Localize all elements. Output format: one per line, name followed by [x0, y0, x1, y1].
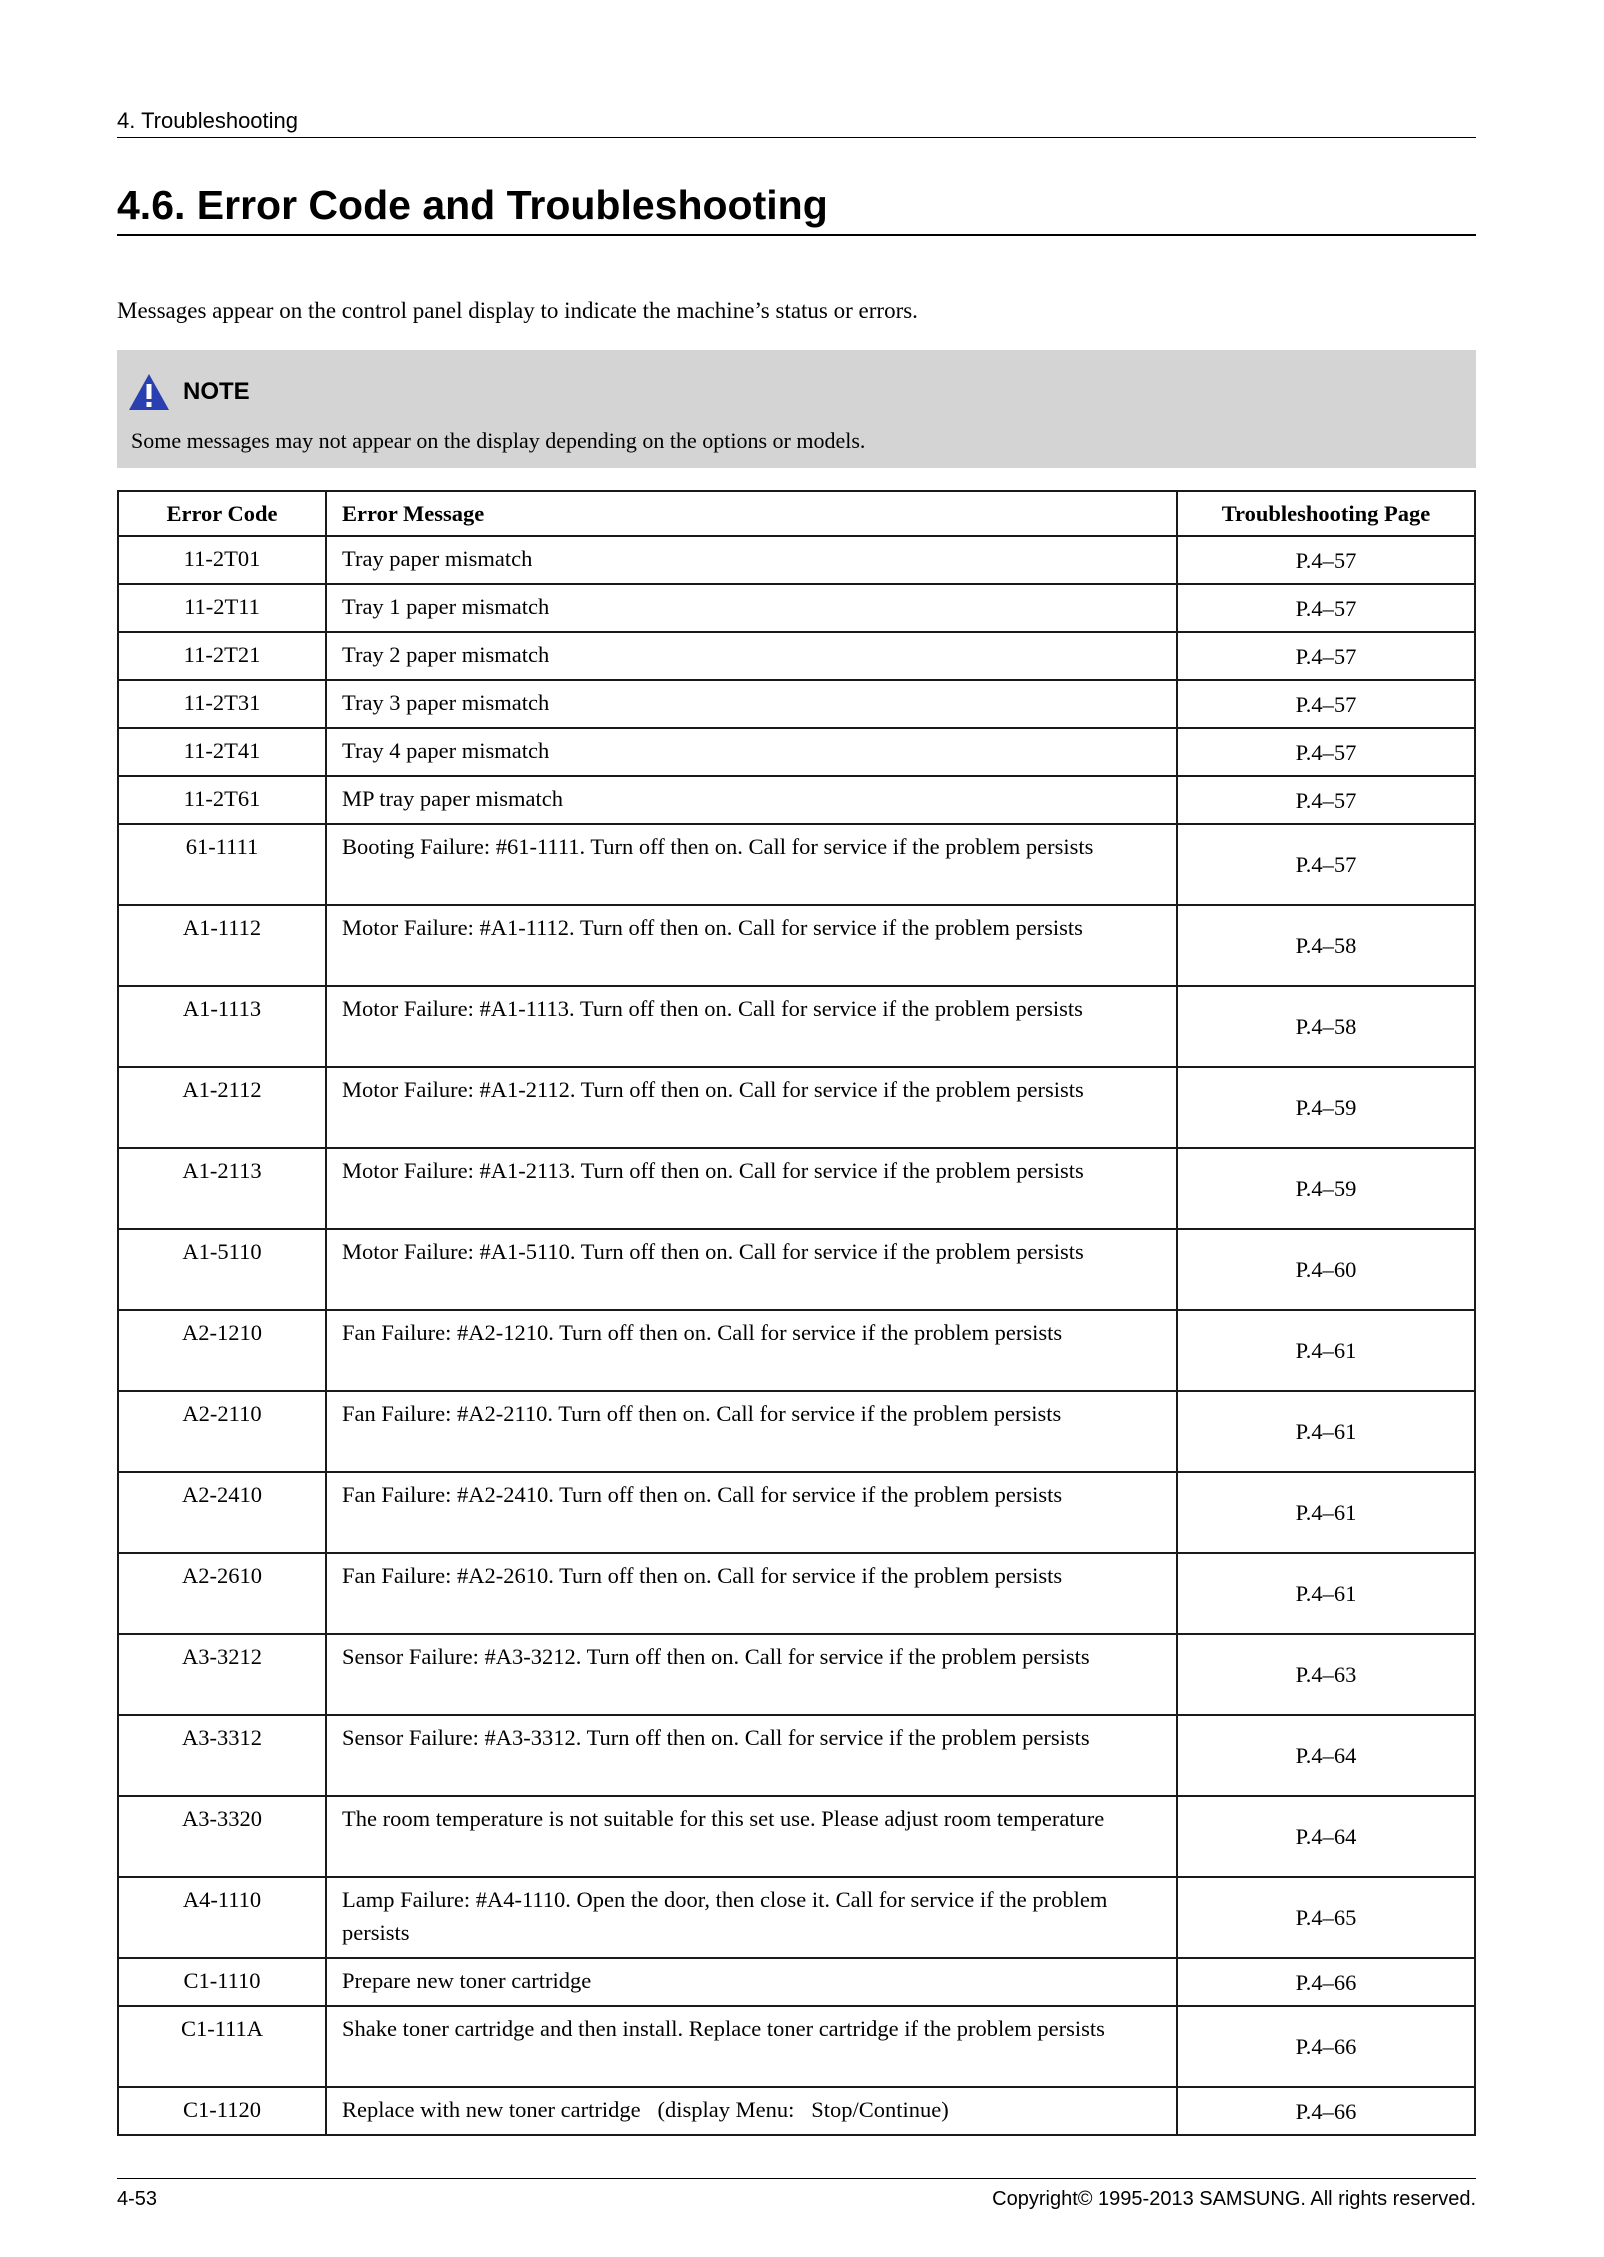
error-code: 11-2T11	[118, 584, 326, 632]
error-code: A2-1210	[118, 1310, 326, 1391]
note-text: Some messages may not appear on the display depending on the options or models.	[131, 428, 866, 453]
page-ref: P.4–64	[1177, 1715, 1475, 1796]
table-row	[118, 1715, 1475, 1796]
error-message: Motor Failure: #A1-2112. Turn off then on. Call for service if the problem persists	[326, 1067, 1177, 1148]
error-code: A1-5110	[118, 1229, 326, 1310]
error-code: A1-1112	[118, 905, 326, 986]
table-row	[118, 905, 1475, 986]
page-ref: P.4–59	[1177, 1148, 1475, 1229]
page-ref: P.4–60	[1177, 1229, 1475, 1310]
page-ref: P.4–57	[1177, 728, 1475, 776]
copyright: Copyright© 1995-2013 SAMSUNG. All rights reserved.	[992, 2188, 1476, 2210]
table-row	[118, 1796, 1475, 1877]
error-code: A2-2110	[118, 1391, 326, 1472]
error-message: Booting Failure: #61-1111. Turn off then on. Call for service if the problem persists	[326, 824, 1177, 905]
error-message: Tray 3 paper mismatch	[326, 680, 1177, 728]
note-label: NOTE	[183, 378, 250, 405]
error-code: C1-1110	[118, 1958, 326, 2006]
page-ref: P.4–66	[1177, 2006, 1475, 2087]
error-message: Motor Failure: #A1-5110. Turn off then on. Call for service if the problem persists	[326, 1229, 1177, 1310]
error-code: A1-2113	[118, 1148, 326, 1229]
error-message: Sensor Failure: #A3-3312. Turn off then on. Call for service if the problem persists	[326, 1715, 1177, 1796]
page-ref: P.4–66	[1177, 1958, 1475, 2006]
error-message: Tray 4 paper mismatch	[326, 728, 1177, 776]
page-ref: P.4–61	[1177, 1553, 1475, 1634]
table-row	[118, 1472, 1475, 1553]
table-row	[118, 1310, 1475, 1391]
error-code: A2-2410	[118, 1472, 326, 1553]
error-code: A2-2610	[118, 1553, 326, 1634]
error-code: 11-2T21	[118, 632, 326, 680]
error-code: 11-2T41	[118, 728, 326, 776]
table-row	[118, 1067, 1475, 1148]
error-message: Shake toner cartridge and then install. Replace toner cartridge if the problem persists	[326, 2006, 1177, 2087]
page-ref: P.4–61	[1177, 1391, 1475, 1472]
error-code: A3-3212	[118, 1634, 326, 1715]
running-head: 4. Troubleshooting	[117, 108, 299, 133]
page-ref: P.4–57	[1177, 584, 1475, 632]
page-ref: P.4–64	[1177, 1796, 1475, 1877]
table-row	[118, 1148, 1475, 1229]
table-row	[118, 1958, 1475, 2006]
error-message: MP tray paper mismatch	[326, 776, 1177, 824]
error-code: A4-1110	[118, 1877, 326, 1958]
error-code: 11-2T31	[118, 680, 326, 728]
table-header-row	[118, 491, 1475, 536]
page-ref: P.4–59	[1177, 1067, 1475, 1148]
table-row	[118, 632, 1475, 680]
page-ref: P.4–57	[1177, 632, 1475, 680]
section-title: 4.6. Error Code and Troubleshooting	[117, 182, 828, 228]
error-message: Motor Failure: #A1-1112. Turn off then on. Call for service if the problem persists	[326, 905, 1177, 986]
table-row	[118, 986, 1475, 1067]
table-row	[118, 1229, 1475, 1310]
table-row	[118, 1634, 1475, 1715]
error-code-table	[117, 490, 1476, 2136]
error-message: Fan Failure: #A2-1210. Turn off then on. Call for service if the problem persists	[326, 1310, 1177, 1391]
error-message: The room temperature is not suitable for this set use. Please adjust room temperature	[326, 1796, 1177, 1877]
error-code: 11-2T01	[118, 536, 326, 584]
error-message: Tray paper mismatch	[326, 536, 1177, 584]
table-row	[118, 584, 1475, 632]
page-ref: P.4–65	[1177, 1877, 1475, 1958]
warning-icon	[127, 372, 171, 412]
error-message: Fan Failure: #A2-2610. Turn off then on. Call for service if the problem persists	[326, 1553, 1177, 1634]
table-row	[118, 1391, 1475, 1472]
error-message: Fan Failure: #A2-2110. Turn off then on. Call for service if the problem persists	[326, 1391, 1177, 1472]
table-row	[118, 824, 1475, 905]
table-row	[118, 728, 1475, 776]
page-ref: P.4–57	[1177, 536, 1475, 584]
page-number: 4-53	[117, 2188, 158, 2210]
table-row	[118, 1553, 1475, 1634]
error-code: A1-2112	[118, 1067, 326, 1148]
error-message: Fan Failure: #A2-2410. Turn off then on. Call for service if the problem persists	[326, 1472, 1177, 1553]
page-ref: P.4–61	[1177, 1472, 1475, 1553]
table-row	[118, 2006, 1475, 2087]
intro-text: Messages appear on the control panel display to indicate the machine’s status or errors.	[117, 298, 918, 323]
error-message: Tray 1 paper mismatch	[326, 584, 1177, 632]
error-code: A3-3312	[118, 1715, 326, 1796]
table-row	[118, 536, 1475, 584]
header-troubleshooting-page: Troubleshooting Page	[1177, 491, 1475, 536]
page-ref: P.4–58	[1177, 986, 1475, 1067]
page-ref: P.4–66	[1177, 2087, 1475, 2135]
error-message: Motor Failure: #A1-1113. Turn off then on. Call for service if the problem persists	[326, 986, 1177, 1067]
error-code: A3-3320	[118, 1796, 326, 1877]
error-code: 11-2T61	[118, 776, 326, 824]
note-box	[117, 350, 1476, 468]
table-row	[118, 776, 1475, 824]
error-message: Motor Failure: #A1-2113. Turn off then on. Call for service if the problem persists	[326, 1148, 1177, 1229]
table-row	[118, 680, 1475, 728]
header-divider	[117, 137, 1476, 138]
page-ref: P.4–57	[1177, 776, 1475, 824]
page-ref: P.4–63	[1177, 1634, 1475, 1715]
error-code: A1-1113	[118, 986, 326, 1067]
page-ref: P.4–58	[1177, 905, 1475, 986]
error-message: Prepare new toner cartridge	[326, 1958, 1177, 2006]
error-code: C1-111A	[118, 2006, 326, 2087]
error-message: Tray 2 paper mismatch	[326, 632, 1177, 680]
header-error-message: Error Message	[326, 491, 1177, 536]
header-error-code: Error Code	[118, 491, 326, 536]
page-ref: P.4–57	[1177, 680, 1475, 728]
table-row	[118, 2087, 1475, 2135]
error-message: Lamp Failure: #A4-1110. Open the door, then close it. Call for service if the problem persists	[326, 1877, 1177, 1958]
page-ref: P.4–57	[1177, 824, 1475, 905]
table-row	[118, 1877, 1475, 1958]
title-divider	[117, 234, 1476, 236]
error-message: Replace with new toner cartridge (display Menu: Stop/Continue)	[326, 2087, 1177, 2135]
page-ref: P.4–61	[1177, 1310, 1475, 1391]
error-code: 61-1111	[118, 824, 326, 905]
footer-divider	[117, 2178, 1476, 2179]
error-code: C1-1120	[118, 2087, 326, 2135]
error-message: Sensor Failure: #A3-3212. Turn off then on. Call for service if the problem persists	[326, 1634, 1177, 1715]
